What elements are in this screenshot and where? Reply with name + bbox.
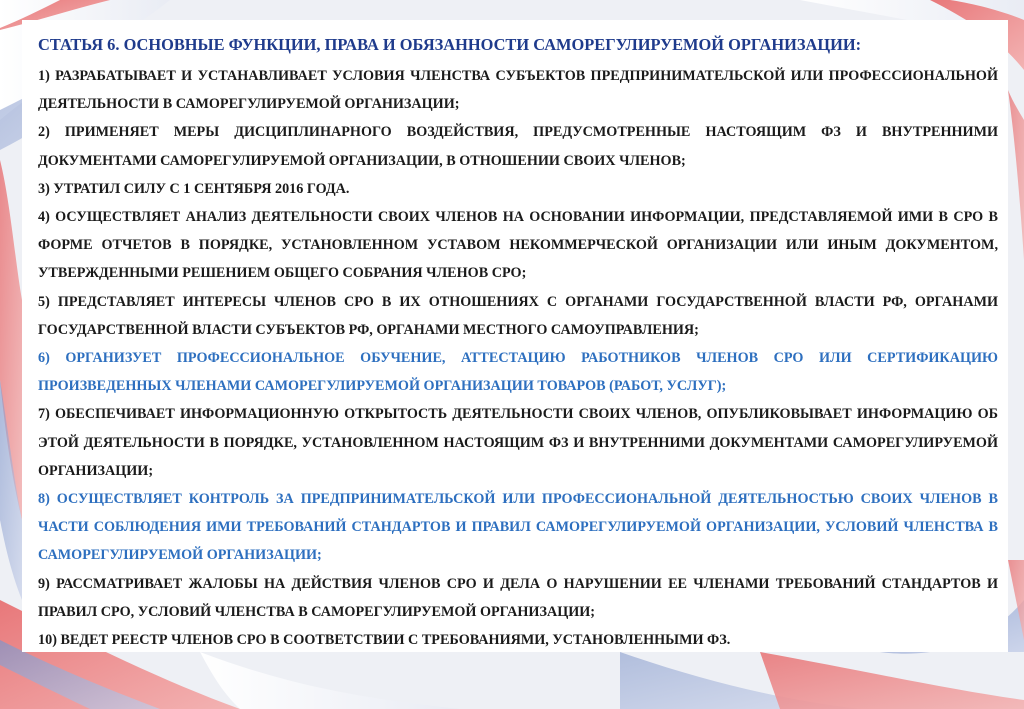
list-item-8: 8) ОСУЩЕСТВЛЯЕТ КОНТРОЛЬ ЗА ПРЕДПРИНИМАТЕЛЬСКОЙ ИЛИ ПРОФЕССИОНАЛЬНОЙ ДЕЯТЕЛЬНОСТЬЮ СВОИХ ЧЛЕНОВ В ЧАСТИ СОБЛЮДЕНИЯ ИМИ ТРЕБОВАНИЙ СТАНДАРТОВ И ПРАВИЛ САМОРЕГУЛИРУЕМОЙ ОРГАНИЗАЦИИ, УСЛОВИЙ ЧЛЕНСТВА В САМОРЕГУЛИРУЕМОЙ ОРГАНИЗАЦИИ; xyxy=(38,491,998,564)
content-panel xyxy=(22,20,1008,652)
functions-list xyxy=(38,62,998,654)
list-item-9: 9) РАССМАТРИВАЕТ ЖАЛОБЫ НА ДЕЙСТВИЯ ЧЛЕНОВ СРО И ДЕЛА О НАРУШЕНИИ ЕЕ ЧЛЕНАМИ ТРЕБОВАНИЙ СТАНДАРТОВ И ПРАВИЛ СРО, УСЛОВИЙ ЧЛЕНСТВА В САМОРЕГУЛИРУЕМОЙ ОРГАНИЗАЦИИ; xyxy=(38,575,998,620)
list-item-6: 6) ОРГАНИЗУЕТ ПРОФЕССИОНАЛЬНОЕ ОБУЧЕНИЕ, АТТЕСТАЦИЮ РАБОТНИКОВ ЧЛЕНОВ СРО ИЛИ СЕРТИФИКАЦИЮ ПРОИЗВЕДЕННЫХ ЧЛЕНАМИ САМОРЕГУЛИРУЕМОЙ ОРГАНИЗАЦИИ ТОВАРОВ (РАБОТ, УСЛУГ); xyxy=(38,350,998,395)
article-title: СТАТЬЯ 6. ОСНОВНЫЕ ФУНКЦИИ, ПРАВА И ОБЯЗАННОСТИ САМОРЕГУЛИРУЕМОЙ ОРГАНИЗАЦИИ: xyxy=(38,35,862,54)
list-item-5: 5) ПРЕДСТАВЛЯЕТ ИНТЕРЕСЫ ЧЛЕНОВ СРО В ИХ ОТНОШЕНИЯХ С ОРГАНАМИ ГОСУДАРСТВЕННОЙ ВЛАСТИ РФ, ОРГАНАМИ ГОСУДАРСТВЕННОЙ ВЛАСТИ СУБЪЕКТОВ РФ, ОРГАНАМИ МЕСТНОГО САМОУПРАВЛЕНИЯ; xyxy=(38,293,998,338)
list-item-10: 10) ВЕДЕТ РЕЕСТР ЧЛЕНОВ СРО В СООТВЕТСТВИИ С ТРЕБОВАНИЯМИ, УСТАНОВЛЕННЫМИ ФЗ. xyxy=(38,632,731,649)
list-item-7: 7) ОБЕСПЕЧИВАЕТ ИНФОРМАЦИОННУЮ ОТКРЫТОСТЬ ДЕЯТЕЛЬНОСТИ СВОИХ ЧЛЕНОВ, ОПУБЛИКОВЫВАЕТ ИНФОРМАЦИЮ ОБ ЭТОЙ ДЕЯТЕЛЬНОСТИ В ПОРЯДКЕ, УСТАНОВЛЕННОМ НАСТОЯЩИМ ФЗ И ВНУТРЕННИМИ ДОКУМЕНТАМИ САМОРЕГУЛИРУЕМОЙ ОРГАНИЗАЦИИ; xyxy=(38,406,998,479)
list-item-4: 4) ОСУЩЕСТВЛЯЕТ АНАЛИЗ ДЕЯТЕЛЬНОСТИ СВОИХ ЧЛЕНОВ НА ОСНОВАНИИ ИНФОРМАЦИИ, ПРЕДСТАВЛЯЕМОЙ ИМИ В СРО В ФОРМЕ ОТЧЕТОВ В ПОРЯДКЕ, УСТАНОВЛЕННОМ УСТАВОМ НЕКОММЕРЧЕСКОЙ ОРГАНИЗАЦИИ ИЛИ ИНЫМ ДОКУМЕНТОМ, УТВЕРЖДЕННЫМИ РЕШЕНИЕМ ОБЩЕГО СОБРАНИЯ ЧЛЕНОВ СРО; xyxy=(38,209,998,282)
list-item-1: 1) РАЗРАБАТЫВАЕТ И УСТАНАВЛИВАЕТ УСЛОВИЯ ЧЛЕНСТВА СУБЪЕКТОВ ПРЕДПРИНИМАТЕЛЬСКОЙ ИЛИ ПРОФЕССИОНАЛЬНОЙ ДЕЯТЕЛЬНОСТИ В САМОРЕГУЛИРУЕМОЙ ОРГАНИЗАЦИИ; xyxy=(38,68,998,113)
list-item-3: 3) УТРАТИЛ СИЛУ С 1 СЕНТЯБРЯ 2016 ГОДА. xyxy=(38,180,350,197)
list-item-2: 2) ПРИМЕНЯЕТ МЕРЫ ДИСЦИПЛИНАРНОГО ВОЗДЕЙСТВИЯ, ПРЕДУСМОТРЕННЫЕ НАСТОЯЩИМ ФЗ И ВНУТРЕННИМИ ДОКУМЕНТАМИ САМОРЕГУЛИРУЕМОЙ ОРГАНИЗАЦИИ, В ОТНОШЕНИИ СВОИХ ЧЛЕНОВ; xyxy=(38,124,998,169)
